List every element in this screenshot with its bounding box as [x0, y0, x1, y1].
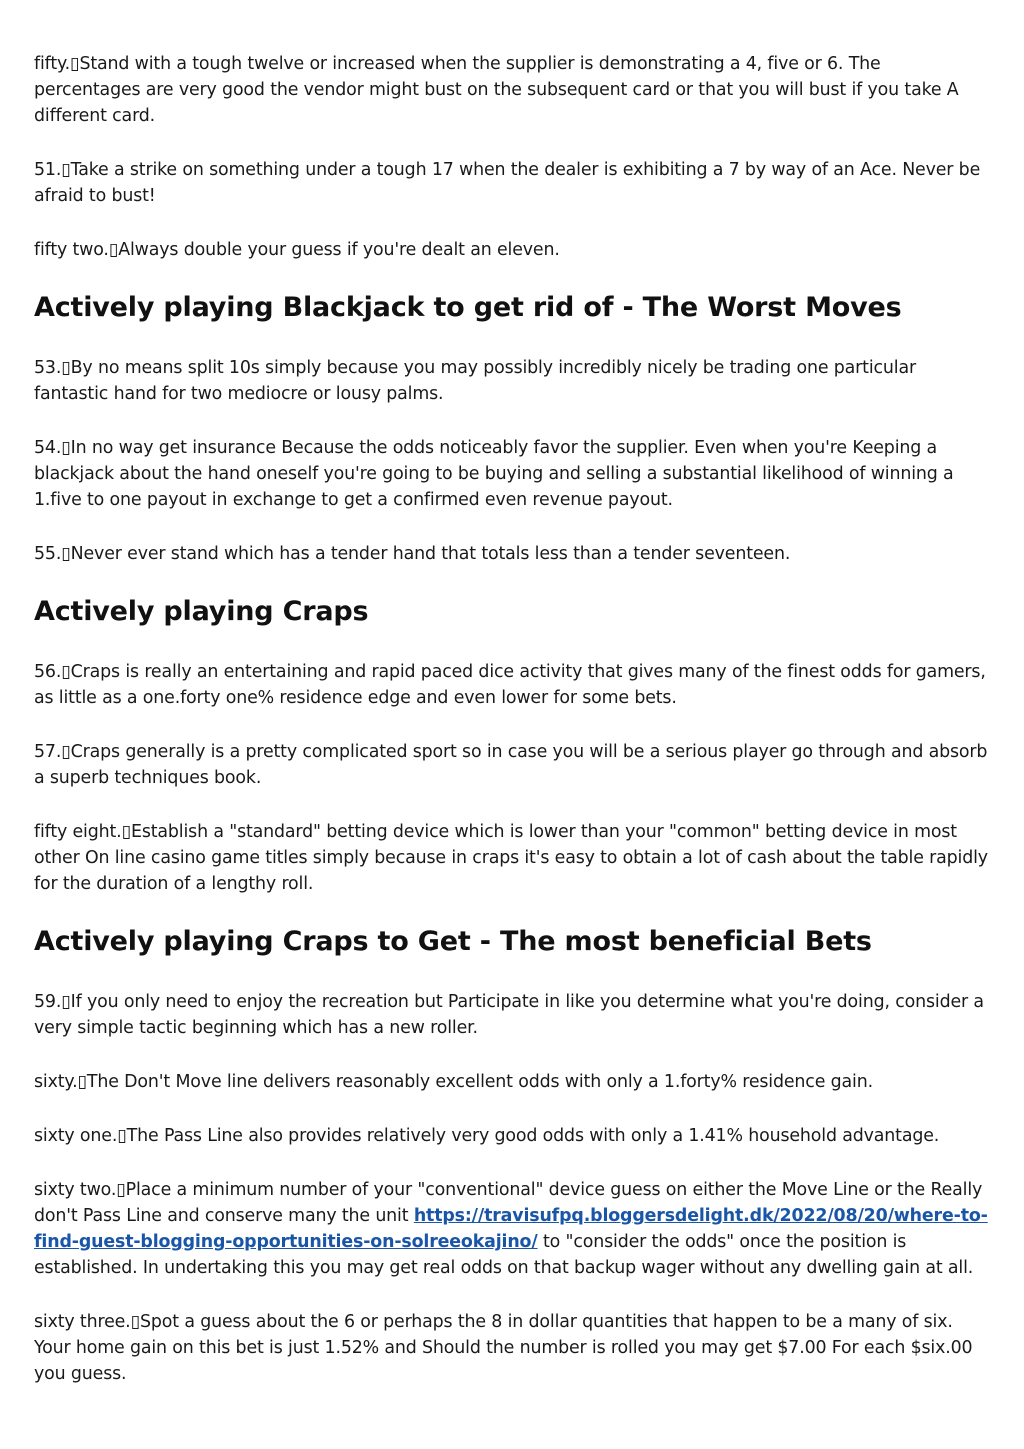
- paragraph-60: [34, 1069, 990, 1095]
- item-number: 54.: [34, 438, 62, 458]
- item-number: 56.: [34, 662, 62, 682]
- section-heading-best-bets: Actively playing Craps to Get - The most beneficial Bets: [34, 926, 872, 957]
- paragraph-text: double your guess if you're dealt an eleven.: [183, 240, 560, 260]
- paragraph-text: a "standard" betting device which is lower than your "common" betting device in most other On line casino game titles simply because in craps it's easy to obtain a lot of cash about the table rapidly for the duration of a lengthy roll.: [34, 822, 988, 894]
- paragraph-62: [34, 1177, 990, 1281]
- paragraph-text: ever stand which has a tender hand that totals less than a tender seventeen.: [127, 544, 791, 564]
- missing-glyph-icon: ▯: [61, 358, 71, 378]
- paragraph-text: Pass Line also provides relatively very good odds with only a 1.41% household advantage.: [163, 1126, 940, 1146]
- item-number: sixty one.: [34, 1126, 118, 1146]
- missing-glyph-icon: ▯: [130, 1312, 140, 1332]
- missing-glyph-icon: ▯: [117, 1126, 127, 1146]
- lead-word: Place: [125, 1180, 172, 1200]
- missing-glyph-icon: ▯: [61, 992, 71, 1012]
- lead-word: If: [70, 992, 82, 1012]
- missing-glyph-icon: ▯: [61, 438, 71, 458]
- paragraph-text: no way get insurance Because the odds noticeably favor the supplier. Even when you're Keeping a blackjack about the hand oneself you're going to be buying and selling a substantial likelihood of winning a 1.five to one payout in exchange to get a confirmed even revenue payout.: [34, 438, 954, 510]
- lead-word: Establish: [130, 822, 208, 842]
- external-link[interactable]: https://travisufpq.bloggersdelight.dk/2022/08/20/where-to-find-guest-blogging-opportunities-on-solreeokajino/: [34, 1206, 988, 1252]
- missing-glyph-icon: ▯: [61, 544, 71, 564]
- paragraph-55: [34, 541, 990, 567]
- paragraph-text: a guess about the 6 or perhaps the 8 in dollar quantities that happen to be a many of six. Your home gain on this bet is just 1.52% and Should the number is rolled you may get $7.00 For each $six.00 you guess.: [34, 1312, 973, 1384]
- section-heading-worst-moves: Actively playing Blackjack to get rid of - The Worst Moves: [34, 292, 902, 323]
- paragraph-52: [34, 237, 990, 263]
- item-number: 55.: [34, 544, 62, 564]
- lead-word: Stand: [79, 54, 130, 74]
- item-number: 59.: [34, 992, 62, 1012]
- item-number: 51.: [34, 160, 62, 180]
- item-number: 57.: [34, 742, 62, 762]
- paragraph-text: is really an entertaining and rapid paced dice activity that gives many of the finest odds for gamers, as little as a one.forty one% residence edge and even lower for some bets.: [34, 662, 986, 708]
- paragraph-56: [34, 659, 990, 711]
- section-heading-craps: Actively playing Craps: [34, 596, 369, 627]
- paragraph-57: [34, 739, 990, 791]
- paragraph-59: [34, 989, 990, 1041]
- paragraph-text: Don't Move line delivers reasonably excellent odds with only a 1.forty% residence gain.: [124, 1072, 873, 1092]
- missing-glyph-icon: ▯: [61, 662, 71, 682]
- paragraph-58: [34, 819, 990, 897]
- lead-word: Never: [70, 544, 122, 564]
- paragraph-63: [34, 1309, 990, 1387]
- lead-word: By: [70, 358, 93, 378]
- paragraph-text: a minimum number of your "conventional" device guess on either the Move Line or the Really don't Pass Line and conserve many the unit: [34, 1180, 983, 1226]
- item-number: sixty two.: [34, 1180, 117, 1200]
- lead-word: The: [126, 1126, 159, 1146]
- paragraph-61: [34, 1123, 990, 1149]
- item-number: 53.: [34, 358, 62, 378]
- lead-word: In: [70, 438, 87, 458]
- lead-word: The: [86, 1072, 119, 1092]
- paragraph-text-after-link: to "consider the odds" once the position is established. In undertaking this you may get real odds on that backup wager without any dwelling gain at all.: [34, 1232, 974, 1278]
- item-number: sixty three.: [34, 1312, 131, 1332]
- paragraph-text: no means split 10s simply because you may possibly incredibly nicely be trading one particular fantastic hand for two mediocre or lousy palms.: [34, 358, 916, 404]
- lead-word: Spot: [139, 1312, 179, 1332]
- paragraph-text: generally is a pretty complicated sport so in case you will be a serious player go through and absorb a superb techniques book.: [34, 742, 988, 788]
- item-number: fifty two.: [34, 240, 109, 260]
- missing-glyph-icon: ▯: [61, 160, 71, 180]
- missing-glyph-icon: ▯: [70, 54, 80, 74]
- lead-word: Take: [70, 160, 109, 180]
- paragraph-text: you only need to enjoy the recreation but Participate in like you determine what you're doing, consider a very simple tactic beginning which has a new roller.: [34, 992, 984, 1038]
- paragraph-text: a strike on something under a tough 17 when the dealer is exhibiting a 7 by way of an Ace. Never be afraid to bust!: [34, 160, 981, 206]
- item-number: fifty eight.: [34, 822, 122, 842]
- missing-glyph-icon: ▯: [77, 1072, 87, 1092]
- paragraph-51: [34, 157, 990, 209]
- lead-word: Always: [118, 240, 179, 260]
- item-number: fifty.: [34, 54, 71, 74]
- item-number: sixty.: [34, 1072, 78, 1092]
- paragraph-53: [34, 355, 990, 407]
- paragraph-50: [34, 51, 990, 129]
- missing-glyph-icon: ▯: [61, 742, 71, 762]
- lead-word: Craps: [70, 662, 120, 682]
- lead-word: Craps: [70, 742, 120, 762]
- missing-glyph-icon: ▯: [108, 240, 119, 260]
- paragraph-text: with a tough twelve or increased when the supplier is demonstrating a 4, five or 6. The percentages are very good the vendor might bust on the subsequent card or that you will bust if you take A different card.: [34, 54, 959, 126]
- missing-glyph-icon: ▯: [121, 822, 131, 842]
- missing-glyph-icon: ▯: [116, 1180, 126, 1200]
- paragraph-54: [34, 435, 990, 513]
